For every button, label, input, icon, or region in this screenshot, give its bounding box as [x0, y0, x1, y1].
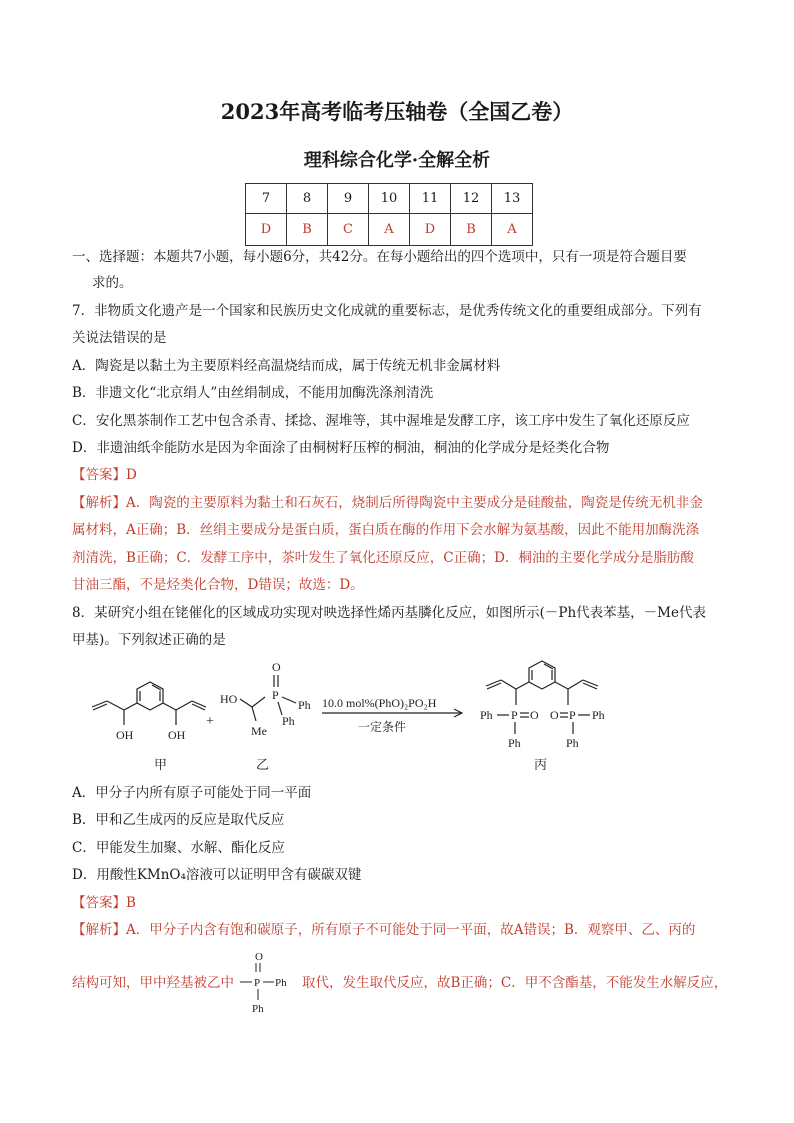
- atom-label: OH: [116, 728, 134, 742]
- q7-analysis-4: 甘油三酯，不是烃类化合物，D错误；故选：D。: [72, 577, 364, 593]
- atom-label: O: [530, 708, 539, 722]
- atom-label: Ph: [298, 698, 311, 712]
- bond: [252, 707, 256, 721]
- answer-value: B: [126, 895, 136, 911]
- answer-table: [245, 183, 533, 246]
- bond: [240, 699, 252, 707]
- answer-tag: 【答案】: [72, 895, 126, 911]
- atom-label: HO: [220, 692, 238, 706]
- atom-label: Ph: [566, 736, 579, 750]
- q8-stem: 8．某研究小组在铑催化的区域成功实现对映选择性烯丙基膦化反应，如图所示(－Ph代表苯基，－Me代表: [72, 605, 706, 621]
- q7-option-a: A．陶瓷是以黏土为主要原料经高温烧结而成，属于传统无机非金属材料: [72, 358, 501, 374]
- reaction-arrow: [322, 696, 462, 734]
- atom-label: Ph: [508, 736, 521, 750]
- condition-bottom: 一定条件: [358, 720, 407, 734]
- table-cell: 10: [369, 184, 410, 214]
- analysis-text: A．甲分子内含有饱和碳原子，所有原子不可能处于同一平面，故A错误；B．观察甲、乙、丙的: [126, 922, 696, 938]
- q8-option-a: A．甲分子内所有原子可能处于同一平面: [72, 785, 312, 801]
- bond: [568, 680, 583, 689]
- bond: [555, 682, 568, 689]
- bond: [93, 704, 107, 710]
- label-yi: 乙: [256, 757, 270, 772]
- bond: [252, 697, 265, 707]
- table-cell: 8: [287, 184, 328, 214]
- condition-top: 10.0 mol%(PhO)₂PO₂H: [322, 696, 437, 710]
- atom-label: Ph: [480, 708, 493, 722]
- q8-analysis-1: [72, 920, 695, 940]
- answer-table-answer-row: [246, 214, 533, 246]
- q8-option-c: C．甲能发生加聚、水解、酯化反应: [72, 840, 285, 856]
- atom-label: P: [569, 708, 576, 722]
- q8-stem-cont: 甲基)。下列叙述正确的是: [72, 632, 226, 648]
- q8-answer: [72, 893, 136, 913]
- page-subtitle: 理科综合化学·全解全析: [303, 150, 491, 171]
- bond: [486, 680, 501, 686]
- analysis-text: 结构可知，甲中羟基被乙中: [72, 975, 234, 991]
- table-cell: D: [246, 214, 287, 246]
- q7-analysis-1: [72, 493, 703, 513]
- label-jia: 甲: [154, 757, 168, 772]
- plus-sign: +: [206, 714, 214, 729]
- q8-analysis-2: [72, 973, 727, 993]
- section-heading: 一、选择题：本题共7小题，每小题6分，共42分。在每小题给出的四个选项中，只有一项是符合题目要: [72, 249, 687, 265]
- bond: [583, 683, 597, 689]
- atom-label: P: [272, 688, 279, 702]
- molecule-bing: [480, 661, 605, 772]
- molecule-jia: [92, 682, 206, 772]
- table-cell: B: [287, 214, 328, 246]
- benzene-ring: [529, 661, 555, 689]
- bond: [282, 697, 296, 703]
- q7-option-c: C．安化黑茶制作工艺中包含杀青、揉捻、渥堆等，其中渥堆是发酵工序，该工序中发生了氧化还原反应: [72, 413, 690, 429]
- answer-value: D: [126, 467, 137, 483]
- table-cell: C: [328, 214, 369, 246]
- bond: [516, 682, 529, 689]
- table-cell: D: [410, 214, 451, 246]
- atom-label: Ph: [275, 977, 287, 989]
- analysis-tag: 【解析】: [72, 495, 126, 511]
- q7-stem: 7．非物质文化遗产是一个国家和民族历史文化成就的重要标志，是优秀传统文化的重要组成部分。下列有: [72, 303, 702, 319]
- atom-label: O: [550, 708, 559, 722]
- answer-tag: 【答案】: [72, 467, 126, 483]
- page-title: 2023年高考临考压轴卷（全国乙卷）: [220, 99, 574, 124]
- phosphoryl-fragment: [240, 942, 320, 1022]
- atom-label: Ph: [282, 714, 295, 728]
- bond: [163, 703, 176, 710]
- table-cell: B: [451, 214, 492, 246]
- q7-analysis-3: 剂清洗，B正确；C．发酵工序中，茶叶发生了氧化还原反应，C正确；D．桐油的主要化学成分是脂肪酸: [72, 550, 694, 566]
- atom-label: O: [272, 660, 281, 674]
- atom-label: OH: [168, 728, 186, 742]
- molecule-yi: [220, 660, 311, 772]
- answer-table-number-row: [246, 184, 533, 214]
- analysis-tag: 【解析】: [72, 922, 126, 938]
- q7-answer: [72, 465, 137, 485]
- atom-label: Ph: [252, 1003, 264, 1015]
- bond: [487, 683, 501, 689]
- benzene-ring: [137, 682, 163, 710]
- bond: [192, 704, 205, 710]
- bond: [192, 701, 206, 707]
- atom-label: Ph: [592, 708, 605, 722]
- table-cell: 9: [328, 184, 369, 214]
- analysis-text: A．陶瓷的主要原料为黏土和石灰石，烧制后所得陶瓷中主要成分是硅酸盐，陶瓷是传统无机非金: [126, 495, 703, 511]
- bond: [92, 701, 107, 707]
- atom-label: Me: [251, 724, 267, 738]
- q8-option-b: B．甲和乙生成丙的反应是取代反应: [72, 812, 285, 828]
- label-bing: 丙: [534, 757, 548, 772]
- table-cell: 12: [451, 184, 492, 214]
- section-heading-cont: 求的。: [92, 275, 133, 291]
- bond: [501, 680, 516, 689]
- q7-stem-cont: 关说法错误的是: [72, 330, 167, 346]
- table-cell: 13: [492, 184, 533, 214]
- table-cell: 11: [410, 184, 451, 214]
- atom-label: O: [255, 951, 263, 963]
- q7-option-d: D．非遗油纸伞能防水是因为伞面涂了由桐树籽压榨的桐油，桐油的化学成分是烃类化合物: [72, 440, 610, 456]
- bond: [124, 703, 137, 710]
- bond: [107, 701, 124, 710]
- bond: [583, 680, 598, 686]
- table-cell: 7: [246, 184, 287, 214]
- table-cell: A: [369, 214, 410, 246]
- analysis-text: 取代，发生取代反应，故B正确；C．甲不含酯基，不能发生水解反应，: [302, 975, 728, 991]
- atom-label: P: [511, 708, 518, 722]
- table-cell: A: [492, 214, 533, 246]
- reaction-scheme: [60, 655, 660, 775]
- atom-label: P: [254, 977, 261, 989]
- q7-analysis-2: 属材料，A正确；B．丝绢主要成分是蛋白质，蛋白质在酶的作用下会水解为氨基酸，因此不能用加酶洗涤: [72, 522, 700, 538]
- q8-option-d: D．用酸性KMnO₄溶液可以证明甲含有碳碳双键: [72, 867, 362, 883]
- bond: [176, 701, 192, 710]
- q7-option-b: B．非遗文化“北京绢人”由丝绢制成，不能用加酶洗涤剂清洗: [72, 385, 434, 401]
